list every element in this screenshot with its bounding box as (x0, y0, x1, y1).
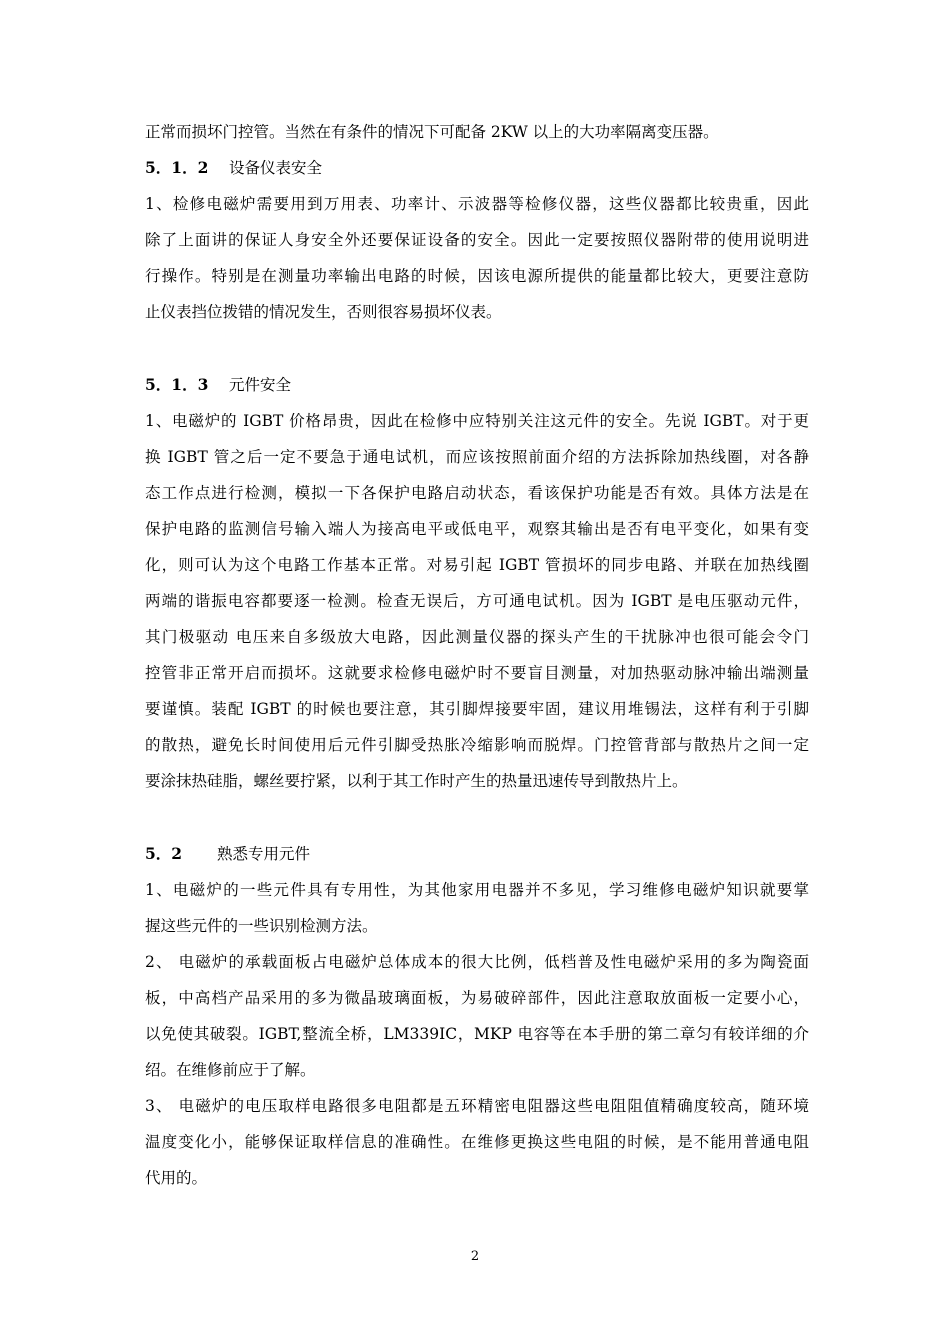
section-number: 5．1．3 (145, 375, 209, 394)
body-line: 1、检修电磁炉需要用到万用表、功率计、示波器等检修仪器，这些仪器都比较贵重，因此 (145, 195, 809, 213)
body-line: 化，则可认为这个电路工作基本正常。对易引起 IGBT 管损坏的同步电路、并联在加热线圈 (145, 556, 809, 574)
body-line: 1、电磁炉的一些元件具有专用性，为其他家用电器并不多见，学习维修电磁炉知识就要掌 (145, 881, 809, 899)
page-number: 2 (470, 1249, 480, 1264)
section-heading-5-2 (145, 836, 809, 872)
section-number: 5．2 (145, 844, 183, 863)
body-line: 态工作点进行检测，模拟一下各保护电路启动状态，看该保护功能是否有效。具体方法是在 (145, 484, 809, 502)
section-title: 元件安全 (229, 376, 292, 394)
section-title: 设备仪表安全 (229, 159, 323, 177)
page-body (145, 114, 809, 1196)
body-line: 正常而损坏门控管。当然在有条件的情况下可配备 2KW 以上的大功率隔离变压器。 (145, 123, 719, 141)
body-line: 要谨慎。装配 IGBT 的时候也要注意，其引脚焊接要牢固，建议用堆锡法，这样有利于引脚 (145, 700, 809, 718)
body-line: 要涂抹热硅脂，螺丝要拧紧，以利于其工作时产生的热量迅速传导到散热片上。 (145, 772, 688, 790)
body-line: 以免使其破裂。IGBT,整流全桥，LM339IC，MKP 电容等在本手册的第二章匀有较详细的介 (145, 1025, 809, 1043)
body-line: 行操作。特别是在测量功率输出电路的时候，因该电源所提供的能量都比较大，更要注意防 (145, 267, 809, 285)
body-line: 保护电路的监测信号输入端人为接高电平或低电平，观察其输出是否有电平变化，如果有变 (145, 520, 809, 538)
body-line: 止仪表挡位拨错的情况发生，否则很容易损坏仪表。 (145, 303, 502, 321)
section-number: 5．1．2 (145, 158, 209, 177)
section-heading-5-1-2 (145, 150, 809, 186)
body-line: 换 IGBT 管之后一定不要急于通电试机，而应该按照前面介绍的方法拆除加热线圈，对各静 (145, 448, 809, 466)
body-line: 其门极驱动 电压来自多级放大电路，因此测量仪器的探头产生的干扰脉冲也很可能会令门 (145, 628, 809, 646)
paragraph-spacer (145, 799, 809, 836)
body-line: 的散热，避免长时间使用后元件引脚受热胀冷缩影响而脱焊。门控管背部与散热片之间一定 (145, 736, 809, 754)
body-line: 握这些元件的一些识别检测方法。 (145, 917, 378, 935)
paragraph-spacer (145, 330, 809, 367)
section-heading-5-1-3 (145, 367, 809, 403)
body-line: 控管非正常开启而损坏。这就要求检修电磁炉时不要盲目测量，对加热驱动脉冲输出端测量 (145, 664, 809, 682)
body-line: 温度变化小，能够保证取样信息的准确性。在维修更换这些电阻的时候，是不能用普通电阻 (145, 1133, 809, 1151)
body-line: 两端的谐振电容都要逐一检测。检查无误后，方可通电试机。因为 IGBT 是电压驱动元件， (145, 592, 809, 610)
body-line: 代用的。 (145, 1169, 208, 1187)
body-line: 1、电磁炉的 IGBT 价格昂贵，因此在检修中应特别关注这元件的安全。先说 IGBT。对于更 (145, 412, 809, 430)
body-line: 3、 电磁炉的电压取样电路很多电阻都是五环精密电阻器这些电阻阻值精确度较高，随环境 (145, 1097, 809, 1115)
body-line: 绍。在维修前应于了解。 (145, 1061, 316, 1079)
body-line: 2、 电磁炉的承载面板占电磁炉总体成本的很大比例，低档普及性电磁炉采用的多为陶瓷面 (145, 953, 809, 971)
body-line: 板，中高档产品采用的多为微晶玻璃面板，为易破碎部件，因此注意取放面板一定要小心， (145, 989, 809, 1007)
section-title: 熟悉专用元件 (217, 845, 311, 863)
body-line: 除了上面讲的保证人身安全外还要保证设备的安全。因此一定要按照仪器附带的使用说明进 (145, 231, 809, 249)
